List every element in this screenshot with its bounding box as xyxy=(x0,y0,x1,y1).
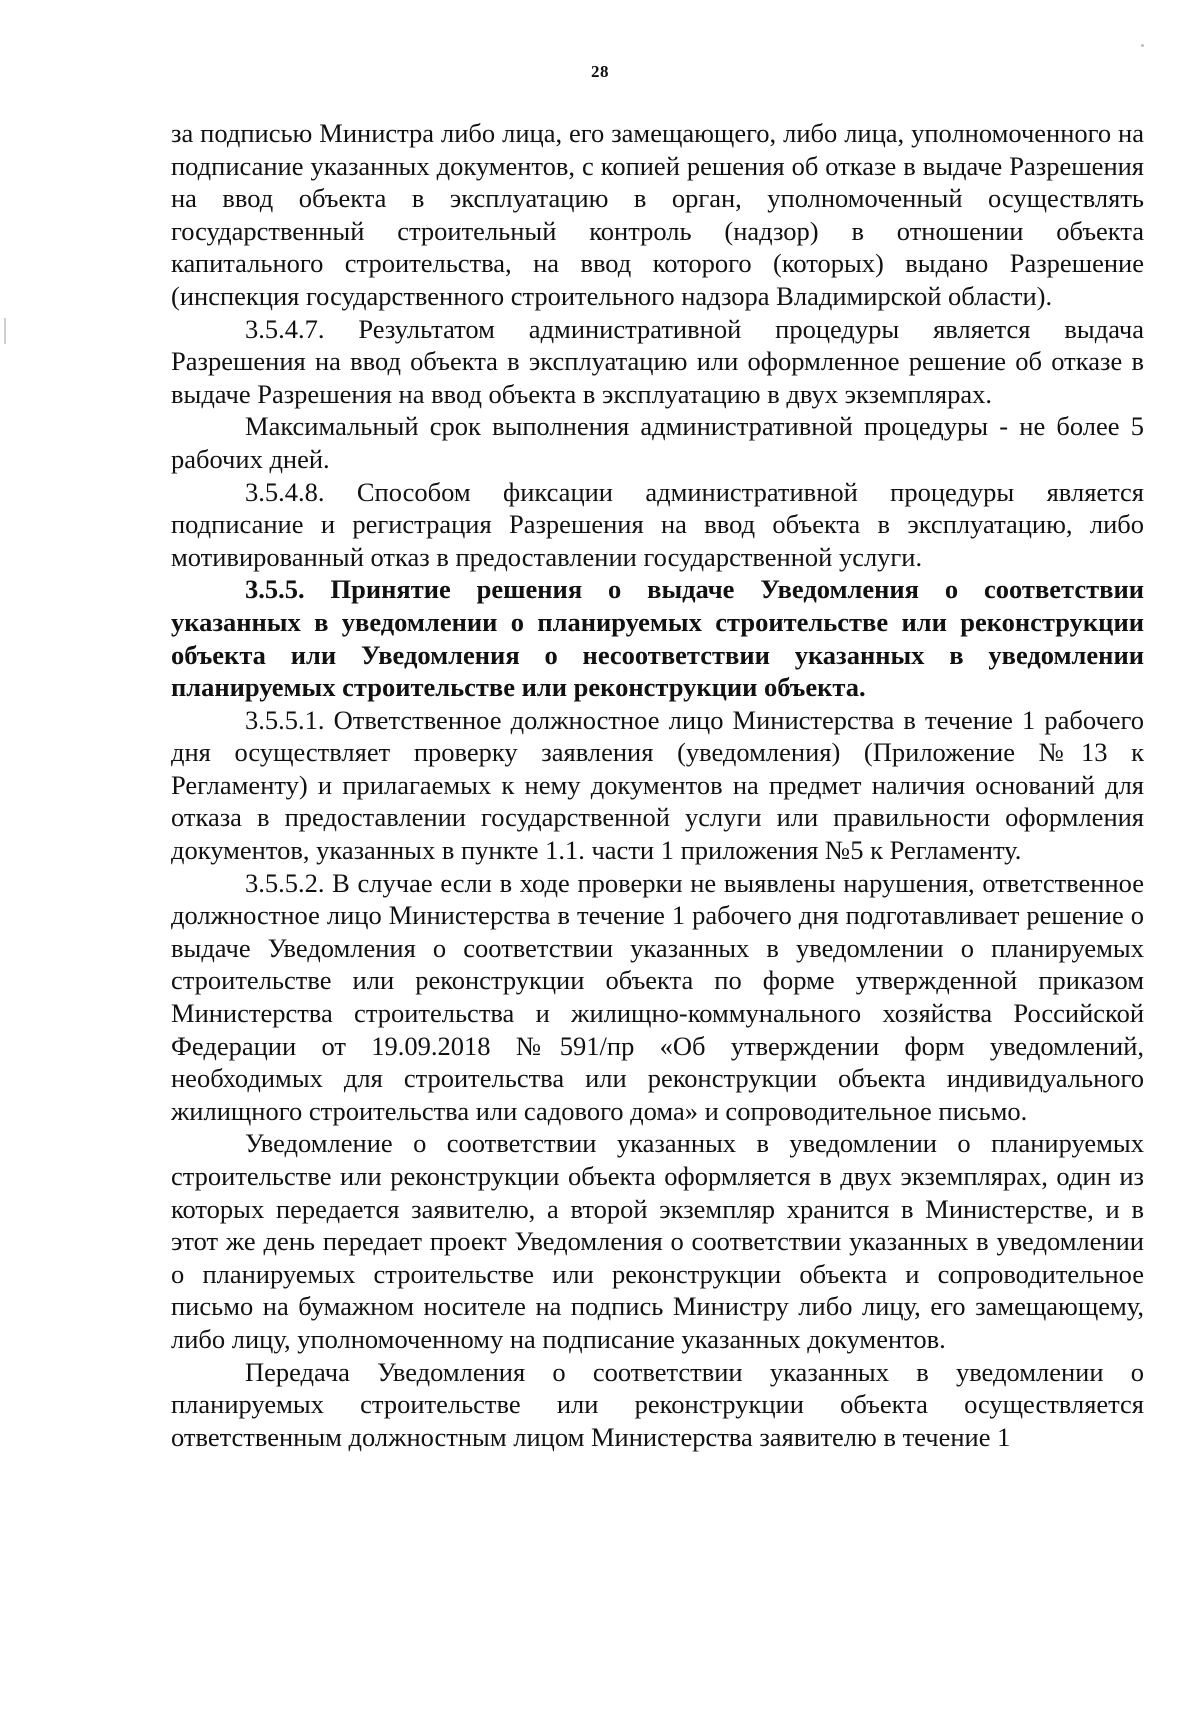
section-heading-3-5-5: 3.5.5. Принятие решения о выдаче Уведомления о соответствии указанных в уведомлении о планируемых строительстве или реконструкции объекта или Уведомления о несоответствии указанных в уведомлении планируемых строительстве или реконструкции объекта. xyxy=(171,574,1144,703)
scan-speck xyxy=(1141,44,1144,47)
paragraph-3-5-5-1: 3.5.5.1. Ответственное должностное лицо Министерства в течение 1 рабочего дня осуществляет проверку заявления (уведомления) (Приложение №13 к Регламенту) и прилагаемых к нему документов на предмет наличия оснований для отказа в предоставлении государственной услуги или правильности оформления документов, указанных в пункте 1.1. части 1 приложения №5 к Регламенту. xyxy=(171,704,1144,866)
paragraph-notification-transfer: Передача Уведомления о соответствии указанных в уведомлении о планируемых строительстве или реконструкции объекта осуществляется ответственным должностным лицом Министерства заявителю в течение 1 xyxy=(171,1356,1144,1452)
paragraph-3-5-4-8: 3.5.4.8. Способом фиксации административной процедуры является подписание и регистрация Разрешения на ввод объекта в эксплуатацию, либо мотивированный отказ в предоставлении государственной услуги. xyxy=(171,476,1144,572)
paragraph-max-term: Максимальный срок выполнения административной процедуры - не более 5 рабочих дней. xyxy=(171,411,1144,474)
scan-margin-mark xyxy=(4,318,6,344)
paragraph-notification-copies: Уведомление о соответствии указанных в уведомлении о планируемых строительстве или реконструкции объекта оформляется в двух экземплярах, один из которых передается заявителю, а второй экземпляр хранится в Министерстве, и в этот же день передает проект Уведомления о соответствии указанных в уведомлении о планируемых строительстве или реконструкции объекта и сопроводительное письмо на бумажном носителе на подпись Министру либо лицу, его замещающему, либо лицу, уполномоченному на подписание указанных документов. xyxy=(171,1128,1144,1354)
paragraph-3-5-5-2: 3.5.5.2. В случае если в ходе проверки не выявлены нарушения, ответственное должностное лицо Министерства в течение 1 рабочего дня подготавливает решение о выдаче Уведомления о соответствии указанных в уведомлении о планируемых строительстве или реконструкции объекта по форме утвержденной приказом Министерства строительства и жилищно-коммунального хозяйства Российской Федерации от 19.09.2018 №591/пр «Об утверждении форм уведомлений, необходимых для строительства или реконструкции объекта индивидуального жилищного строительства или садового дома» и сопроводительное письмо. xyxy=(171,867,1144,1126)
paragraph-3-5-4-7: 3.5.4.7. Результатом административной процедуры является выдача Разрешения на ввод объекта в эксплуатацию или оформленное решение об отказе в выдаче Разрешения на ввод объекта в эксплуатацию в двух экземплярах. xyxy=(171,313,1144,409)
page-number: 28 xyxy=(591,62,609,81)
paragraph-continuation: за подписью Министра либо лица, его замещающего, либо лица, уполномоченного на подписание указанных документов, с копией решения об отказе в выдаче Разрешения на ввод объекта в эксплуатацию в орган, уполномоченный осуществлять государственный строительный контроль (надзор) в отношении объекта капитального строительства, на ввод которого (которых) выдано Разрешение (инспекция государственного строительного надзора Владимирской области). xyxy=(171,118,1144,311)
document-body xyxy=(171,117,1144,1453)
